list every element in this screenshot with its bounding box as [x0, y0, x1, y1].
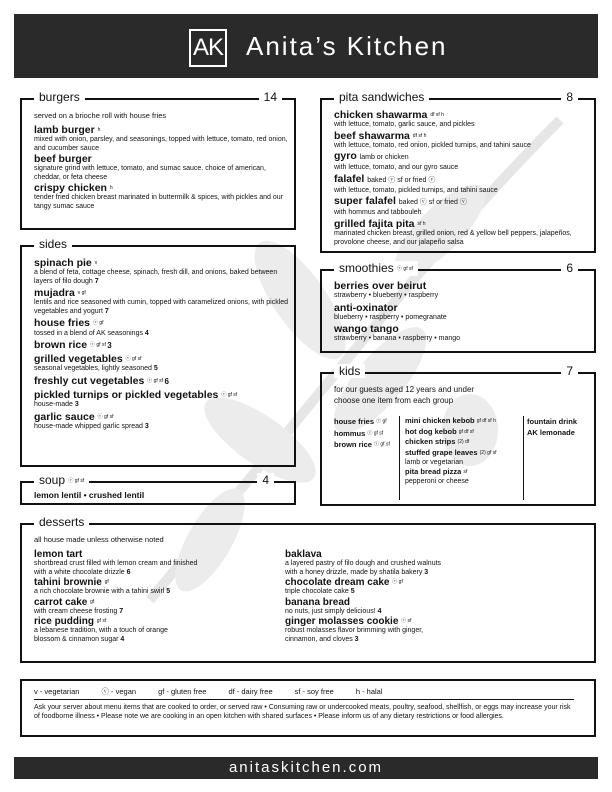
menu-item [334, 130, 592, 151]
header-banner [14, 14, 598, 78]
item-name: rice pudding gf sf [34, 616, 107, 628]
item-name: chicken strips (2) df [405, 437, 470, 447]
diet-tags: (2) gf sf [479, 450, 497, 457]
section-price: 4 [257, 473, 274, 487]
dessert-item [34, 577, 284, 597]
item-name: berries over beirut [334, 280, 427, 292]
item-price: 3 [74, 401, 79, 409]
diet-tags: df sf h [430, 112, 444, 119]
item-name: baklava [285, 549, 322, 560]
diet-tags: h [97, 127, 101, 134]
kids-main-item [405, 416, 523, 427]
menu-item [334, 302, 589, 323]
diet-tags: ⓥ gf sf [147, 378, 165, 385]
item-description: signature grind with lettuce, tomato, and sumac sauce. choice of american, cheddar, or feta cheese [34, 165, 266, 181]
section-title: soup [39, 473, 66, 487]
diet-tags: ⓥ gf [376, 418, 387, 425]
item-name: beef burger [34, 153, 92, 166]
menu-item [34, 339, 289, 352]
item-description: a lebanese tradition, with a touch of orange [34, 627, 168, 635]
item-name: carrot cake gf [34, 596, 95, 608]
item-name: beef shawarma df sf h [334, 129, 427, 142]
item-price: 4 [120, 635, 125, 643]
section-price: 7 [561, 364, 578, 378]
item-price: 5 [350, 588, 355, 596]
item-price: 3 [107, 341, 112, 351]
desserts-intro: all house made unless otherwise noted [34, 535, 164, 544]
dessert-item [285, 577, 575, 597]
kids-side-item: hommus ⓥ gf sf [334, 428, 384, 438]
menu-item [34, 411, 289, 432]
desserts-section [20, 515, 596, 663]
menu-item [34, 375, 289, 388]
section-title: sides [34, 237, 72, 251]
diet-tags: ⓥ gf sf [221, 392, 238, 399]
item-description: a rich chocolate brownie with a tahini swirl 5 [34, 588, 171, 596]
item-description: lamb or vegetarian [405, 458, 463, 466]
menu-item [34, 353, 289, 374]
diet-tags: df sf h [412, 132, 427, 139]
kids-side-item: brown rice ⓥ gf sf [334, 440, 390, 450]
item-name: mujadra v gf [34, 287, 86, 300]
legend-entry: v - vegetarian [34, 687, 80, 696]
diet-tags: ⓥ gf [92, 320, 104, 327]
section-title: burgers [34, 90, 85, 104]
kids-drink-item: fountain drink [527, 417, 577, 426]
item-description: cinnamon, and cloves 3 [285, 635, 359, 643]
burgers-section [20, 90, 296, 230]
item-name: ginger molasses cookie ⓥ sf [285, 616, 412, 628]
kids-intro: for our guests aged 12 years and under [334, 385, 475, 394]
diet-tags: ⓥ gf [392, 579, 403, 585]
section-price: 8 [561, 90, 578, 104]
item-name: freshly cut vegetables ⓥ gf sf 6 [34, 374, 169, 387]
diet-tags: gf [90, 598, 95, 605]
item-name: pita bread pizza sf [405, 467, 468, 477]
item-name: mini chicken kebob gf df sf h [405, 416, 496, 426]
item-description: mixed with onion, parsley, and seasonings, topped with lettuce, tomato, red onion, and cucumber sauce [34, 136, 288, 152]
item-description: blueberry • raspberry • pomegranate [334, 313, 447, 321]
diet-tags: v [94, 260, 98, 267]
item-description: strawberry • blueberry • raspberry [334, 292, 439, 299]
item-option: lamb or chicken [359, 154, 409, 162]
kids-main-item [405, 437, 523, 448]
item-description: a layered pastry of filo dough and crushed walnuts [285, 560, 442, 567]
item-option: baked ⓥ sf or fried ⓥ [398, 199, 467, 207]
item-price: 7 [94, 277, 99, 285]
item-price: 4 [377, 607, 382, 615]
item-name: gyro lamb or chicken [334, 150, 409, 163]
item-description: house-made 3 [34, 401, 79, 409]
diet-tags: gf df sf [458, 428, 474, 435]
item-description: with hommus and tabbouleh [334, 209, 422, 217]
item-name: chicken shawarma df sf h [334, 109, 444, 121]
dessert-item [34, 597, 284, 617]
item-price: 3 [144, 422, 149, 430]
dessert-item [285, 616, 575, 644]
item-description: a blend of feta, cottage cheese, spinach, fresh dill, and onions, baked between layers of filo dough 7 [34, 269, 278, 285]
diet-tags: gf [104, 579, 109, 585]
dessert-item [34, 616, 284, 644]
kids-side-item: house fries ⓥ gf [334, 417, 387, 426]
menu-item [334, 218, 592, 247]
menu-item [334, 150, 592, 173]
menu-item [34, 182, 289, 211]
section-title: smoothies [339, 261, 394, 275]
allergy-notice: Ask your server about menu items that are cooked to order, or served raw • Consuming raw or undercooked meats, poultry, seafood, shellfish, or eggs may increase your risk of foodborne illness • Please note we are cooking in an open kitchen with shared surfaces • Please inform us of any dietary restrictions or food allergies. [34, 704, 571, 720]
diet-legend [34, 686, 574, 697]
menu-item [34, 287, 289, 316]
item-name: stuffed grape leaves (2) gf sf [405, 448, 497, 458]
pita-sandwiches-section [320, 90, 596, 253]
diet-tags: ⓥ sf [401, 618, 412, 625]
item-name: hot dog kebob gf df sf [405, 426, 474, 436]
item-name: anti-oxinator [334, 301, 398, 314]
diet-tags: v gf [77, 290, 86, 297]
kids-main-item [405, 448, 523, 467]
item-price: 5 [166, 588, 171, 596]
diet-tags: sf h [417, 221, 426, 228]
diet-tags: gf sf [96, 618, 107, 625]
smoothies-section [320, 261, 596, 353]
menu-item [334, 109, 592, 130]
item-name: chocolate dream cake ⓥ gf [285, 577, 403, 589]
dessert-item [34, 549, 284, 577]
soup-section [20, 473, 296, 505]
item-name: garlic sauce ⓥ gf sf [34, 410, 114, 423]
legend-entry: gf - gluten free [158, 687, 207, 696]
item-description: with a honey drizzle, made by shatila bakery 3 [285, 568, 429, 576]
section-price: 14 [259, 90, 282, 104]
item-name: spinach pie v [34, 257, 98, 269]
item-name: lamb burger h [34, 124, 101, 136]
menu-item [34, 317, 289, 338]
diet-tags: ⓥ gf sf [90, 342, 108, 349]
section-title: pita sandwiches [334, 90, 429, 104]
item-description: tender fried chicken breast marinated in buttermilk & spices, with pickles and our tangy sumac sauce [34, 194, 284, 210]
soup-items: lemon lentil • crushed lentil [34, 490, 145, 500]
item-name: falafel baked ⓥ sf or fried ⓥ [334, 172, 436, 185]
section-intro: served on a brioche roll with house fries [34, 111, 167, 120]
diet-tags: ⓥ gf sf [397, 265, 413, 272]
item-description: seasonal vegetables, lightly seasoned 5 [34, 365, 158, 373]
legend-entry: h - halal [355, 687, 383, 696]
item-price: 5 [153, 365, 158, 373]
item-description: tossed in a blend of AK seasonings 4 [34, 329, 149, 337]
item-description: robust molasses flavor brimming with ginger, [285, 627, 424, 635]
item-price: 6 [126, 568, 131, 576]
item-description: strawberry • banana • raspberry • mango [334, 335, 461, 342]
item-description: blossom & cinnamon sugar 4 [34, 635, 125, 643]
item-name: wango tango [334, 323, 399, 335]
diet-tags: ⓥ gf sf [68, 477, 85, 484]
diet-tags: sf [463, 469, 468, 476]
dessert-item [285, 549, 575, 577]
notice-section [20, 679, 596, 737]
restaurant-name: Anita’s Kitchen [246, 31, 448, 61]
item-name: brown rice ⓥ gf sf 3 [34, 339, 112, 352]
menu-item [34, 124, 289, 153]
legend-entry: sf - soy free [294, 687, 334, 696]
item-description: shortbread crust filled with lemon cream and finished [34, 560, 198, 567]
diet-tags: ⓥ gf sf [125, 356, 142, 363]
item-description: marinated chicken breast, grilled onion, red & yellow bell peppers, jalapeños, provolone cheese, and our jalapeño salsa [334, 230, 572, 246]
item-name: crispy chicken h [34, 182, 113, 195]
menu-item [34, 257, 289, 286]
item-description: with cream cheese frosting 7 [34, 607, 124, 615]
item-price: 3 [424, 568, 429, 576]
diet-tags: (2) df [457, 439, 470, 446]
menu-item [34, 153, 289, 182]
item-description: no nuts, just simply delicious! 4 [285, 607, 382, 615]
kids-intro: choose one item from each group [334, 396, 454, 405]
logo: AK [189, 29, 227, 67]
kids-section [320, 364, 596, 506]
item-price: 7 [104, 307, 109, 315]
diet-tags: ⓥ gf sf [367, 430, 384, 437]
diet-tags: gf df sf h [476, 418, 496, 424]
item-price: 3 [354, 635, 359, 643]
kids-drink-item: AK lemonade [527, 428, 575, 437]
item-name: pickled turnips or pickled vegetables ⓥ gf sf [34, 388, 238, 401]
item-price: 6 [164, 376, 169, 386]
menu-item [334, 323, 589, 344]
item-name: banana bread [285, 596, 351, 608]
item-name: house fries ⓥ gf [34, 317, 104, 330]
website-footer: anitaskitchen.com [14, 757, 598, 779]
legend-entry: df - dairy free [228, 687, 273, 696]
item-price: 7 [119, 607, 124, 615]
kids-main-item [405, 427, 523, 438]
diet-tags: ⓥ gf sf [374, 441, 390, 448]
item-description: with lettuce, tomato, red onion, pickled turnips, and tahini sauce [334, 141, 531, 149]
item-option: baked ⓥ sf or fried ⓥ [367, 176, 436, 184]
section-title: desserts [34, 515, 89, 529]
dessert-item [285, 597, 575, 617]
section-title: kids [334, 364, 365, 378]
sides-section [20, 237, 296, 467]
item-name: grilled fajita pita sf h [334, 217, 426, 230]
item-name: lemon tart [34, 549, 83, 560]
item-name: super falafel baked ⓥ sf or fried ⓥ [334, 195, 467, 208]
kids-main-item [405, 467, 523, 486]
legend-entry: ⓥ - vegan [101, 687, 137, 696]
menu-item [34, 389, 289, 410]
item-description: house-made whipped garlic spread 3 [34, 422, 149, 430]
item-name: grilled vegetables ⓥ gf sf [34, 353, 142, 366]
item-description: with lettuce, tomato, garlic sauce, and pickles [334, 121, 475, 129]
item-price: 4 [144, 329, 149, 337]
menu-item [334, 173, 592, 196]
item-description: pepperoni or cheese [405, 478, 469, 486]
section-price: 6 [561, 261, 578, 275]
item-description: with a white chocolate drizzle 6 [34, 568, 131, 576]
diet-tags: ⓥ gf sf [97, 413, 114, 420]
item-description: lentils and rice seasoned with cumin, topped with caramelized onions, with pickled vegetables and yogurt 7 [34, 299, 289, 315]
item-description: with lettuce, tomato, and our gyro sauce [334, 164, 459, 172]
item-description: triple chocolate cake 5 [285, 588, 355, 596]
item-name: tahini brownie gf [34, 577, 109, 589]
diet-tags: h [109, 185, 113, 192]
menu-item [334, 280, 589, 301]
item-description: with lettuce, tomato, pickled turnips, and tahini sauce [334, 186, 498, 194]
menu-item [334, 195, 592, 218]
